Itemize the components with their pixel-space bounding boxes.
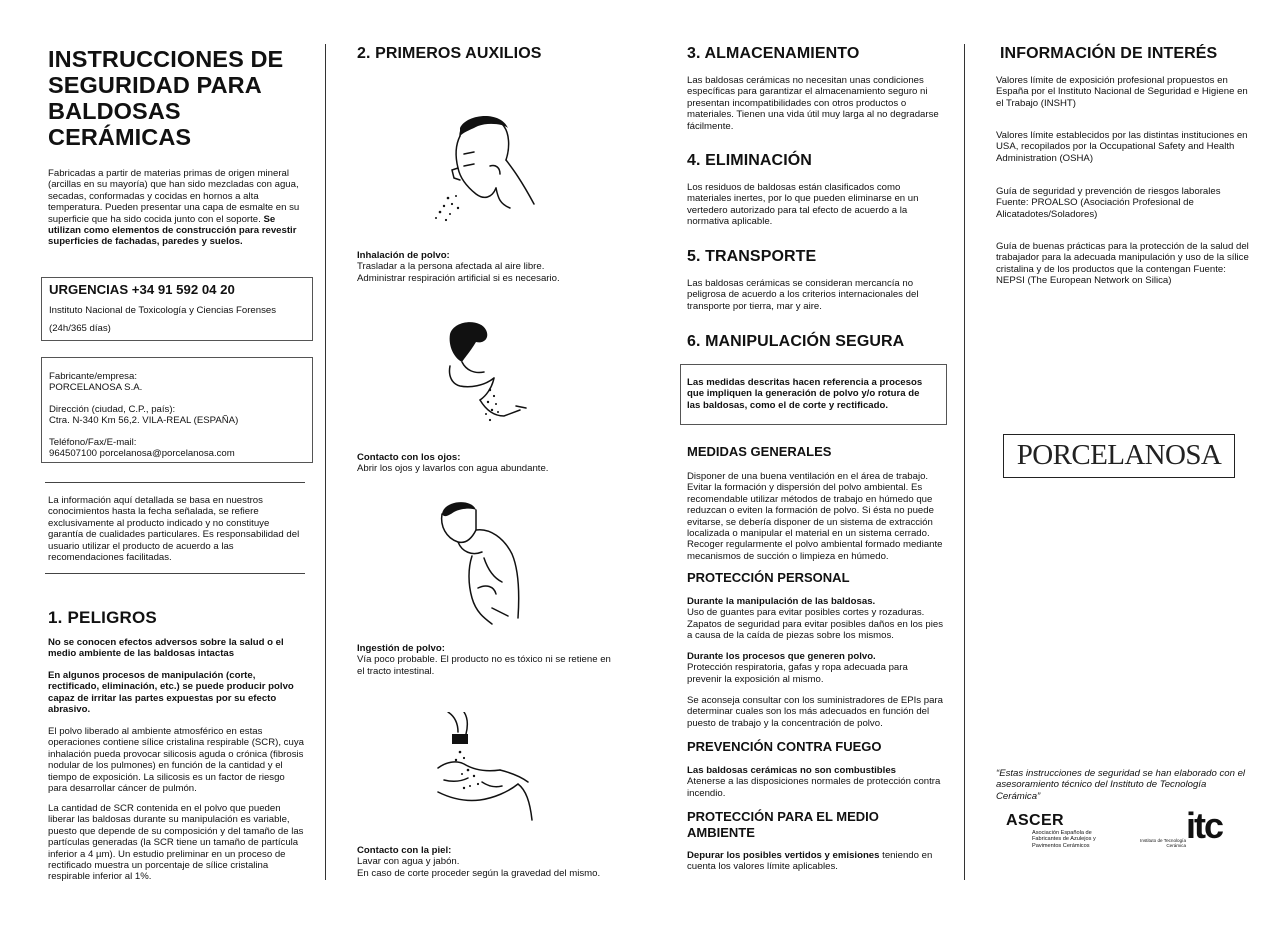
fabricante-label: Fabricante/empresa:: [49, 371, 137, 382]
medidas-title: MEDIDAS GENERALES: [687, 444, 832, 459]
telefono-label: Teléfono/Fax/E-mail:: [49, 436, 137, 448]
divider-bottom: [45, 573, 305, 574]
manipulacion-box-text: Las medidas descritas hacen referencia a procesos que impliquen la generación de polvo y/o rotura de las baldosas, como el de corte y rectificado.: [687, 377, 923, 411]
ascer-name: ASCER: [1006, 812, 1065, 829]
urgencias-hours: (24h/365 días): [49, 323, 111, 334]
medio-ambiente-text: Depurar los posibles vertidos y emisiones teniendo en cuenta los valores límite aplicables.: [687, 850, 933, 873]
primeros-auxilios-title: 2. PRIMEROS AUXILIOS: [357, 45, 542, 62]
eliminacion-title: 4. ELIMINACIÓN: [687, 152, 812, 169]
fuego-text: Las baldosas cerámicas no son combustibles Atenerse a las disposiciones normales de protección contra incendio.: [687, 765, 941, 799]
disclaimer: La información aquí detallada se basa en nuestros conocimientos hasta la fecha señalada, se refiere exclusivamente al producto indicado y no constituye garantía de cualidades particulares. Es responsabilidad del usuario utilizar el producto de acuerdo a las recomendaciones facilitadas.: [48, 495, 300, 564]
manipulacion-box: [680, 364, 947, 425]
urgencias-org: Instituto Nacional de Toxicología y Ciencias Forenses: [49, 305, 276, 316]
intro-paragraph: Fabricadas a partir de materias primas de origen mineral (arcillas en su mayoría) que han sido mezcladas con agua, secadas, conformadas y cocidas en hornos a alta temperatura. Pueden presentar una capa de esmalte en su superficie que ha sido cocida junto con el soporte. Se utilizan como elementos de construcción para revestir superficies de fachadas, paredes y suelos.: [48, 168, 300, 248]
document-title: INSTRUCCIONES DE SEGURIDAD PARA BALDOSAS CERÁMICAS: [48, 46, 284, 150]
ingestion-illustration: [432, 498, 532, 628]
peligros-title: 1. PELIGROS: [48, 608, 157, 627]
almacenamiento-text: Las baldosas cerámicas no necesitan unas condiciones específicas para garantizar el almacenamiento seguro ni presentan incompatibilidades con otros productos o materiales. Tienen una vida útil muy larga al no degradarse fácilmente.: [687, 75, 939, 132]
proteccion-p3: Se aconseja consultar con los suministradores de EPIs para determinar cuales son los más adecuados en función del puesto de trabajo y la concentración de polvo.: [687, 695, 943, 729]
fuego-title: PREVENCIÓN CONTRA FUEGO: [687, 739, 882, 754]
direccion-label: Dirección (ciudad, C.P., país):: [49, 403, 176, 415]
ascer-logo: [1006, 812, 1126, 849]
info-item-3: Guía de seguridad y prevención de riesgos laborales Fuente: PROALSO (Asociación Profesional de Alicatadotes/Soladores): [996, 186, 1221, 220]
peligros-p1: No se conocen efectos adversos sobre la salud o el medio ambiente de las baldosas intactas: [48, 637, 284, 660]
eliminacion-text: Los residuos de baldosas están clasificados como materiales inertes, por lo que pueden eliminarse en un vertedero autorizado para tal efecto de acuerdo a la normativa aplicable.: [687, 182, 919, 228]
manipulacion-title: 6. MANIPULACIÓN SEGURA: [687, 333, 905, 350]
fabricante-value: PORCELANOSA S.A.: [49, 382, 143, 394]
itc-name: itc: [1186, 805, 1223, 846]
urgencias-title: URGENCIAS +34 91 592 04 20: [49, 282, 235, 297]
itc-logo: [1134, 805, 1244, 852]
inhalation-illustration: [430, 108, 550, 228]
peligros-p4: La cantidad de SCR contenida en el polvo que pueden liberar las baldosas durante su manipulación es variable, puesto que depende de su composición y del tamaño de las partículas generadas (la SCR tiene un tamaño de partícula inferior a 4 µm). Un estudio preliminar en un proceso de rectificado muestra un porcentaje de sílice cristalina respirable inferior al 1%.: [48, 803, 304, 883]
hand-wash-illustration: [434, 712, 534, 827]
medio-ambiente-title: PROTECCIÓN PARA EL MEDIO AMBIENTE: [687, 809, 879, 840]
fabricante-box: [41, 357, 313, 463]
eye-wash-illustration: [440, 316, 530, 436]
almacenamiento-title: 3. ALMACENAMIENTO: [687, 45, 860, 62]
inhalacion-text: Inhalación de polvo: Trasladar a la persona afectada al aire libre. Administrar respiración artificial si es necesario.: [357, 250, 560, 284]
telefono-value: 964507100 porcelanosa@porcelanosa.com: [49, 448, 235, 460]
porcelanosa-logo: PORCELANOSA: [1003, 434, 1235, 478]
ascer-subtitle: Asociación Española de Fabricantes de Azulejos y Pavimentos Cerámicos: [1032, 830, 1096, 849]
itc-subtitle: Instituto de Tecnología Cerámica: [1140, 838, 1186, 849]
quote: “Estas instrucciones de seguridad se han elaborado con el asesoramiento técnico del Instituto de Tecnología Cerámica”: [996, 768, 1246, 802]
ojos-text: Contacto con los ojos: Abrir los ojos y lavarlos con agua abundante.: [357, 452, 549, 475]
proteccion-p2: Durante los procesos que generen polvo. Protección respiratoria, gafas y ropa adecuada para prevenir la exposición al mismo.: [687, 651, 908, 685]
transporte-title: 5. TRANSPORTE: [687, 248, 817, 265]
ingestion-text: Ingestión de polvo: Vía poco probable. El producto no es tóxico ni se retiene en el tracto intestinal.: [357, 643, 611, 677]
direccion-value: Ctra. N-340 Km 56,2. VILA-REAL (ESPAÑA): [49, 415, 239, 427]
column-divider-1: [325, 44, 326, 880]
peligros-p3: El polvo liberado al ambiente atmosférico en estas operaciones contiene sílice cristalina respirable (SCR), cuya inhalación pueda provocar silicosis aguda o crónica (fibrosis nodular de los pulmones) en función de la cantidad y el tiempo de exposición. La silicosis es un factor de riesgo para desarrollar cáncer de pulmón.: [48, 726, 304, 795]
divider-top: [45, 482, 305, 483]
urgencias-box: [41, 277, 313, 341]
piel-text: Contacto con la piel: Lavar con agua y jabón. En caso de corte proceder según la gravedad del mismo.: [357, 845, 601, 879]
proteccion-p1: Durante la manipulación de las baldosas. Uso de guantes para evitar posibles cortes y rozaduras. Zapatos de seguridad para evitar posibles daños en los pies a causa de la caída de piezas sobre los mismos.: [687, 596, 943, 642]
medidas-text: Disponer de una buena ventilación en el área de trabajo. Evitar la formación y dispersión del polvo ambiental. Es recomendable utilizar métodos de trabajo en húmedo que reduzcan o eviten la formación de polvo. Si ésta no puede evitarse, se debería disponer de un sistema de extracción localizada o manipular el material en un sistema cerrado. Recoger regularmente el polvo ambiental formado mediante mecanismos de succión o limpieza en húmedo.: [687, 471, 943, 562]
column-divider-2: [964, 44, 965, 880]
info-item-1: Valores límite de exposición profesional propuestos en España por el Instituto Nacional de Seguridad e Higiene en el Trabajo (INSHT): [996, 75, 1248, 109]
proteccion-title: PROTECCIÓN PERSONAL: [687, 570, 850, 585]
info-item-4: Guía de buenas prácticas para la protección de la salud del trabajador para la adecuada manipulación y uso de la sílice cristalina y de los productos que la contengan Fuente: NEPSI (The European Network on Silica): [996, 241, 1249, 287]
peligros-p2: En algunos procesos de manipulación (corte, rectificado, eliminación, etc.) se puede producir polvo capaz de irritar las partes expuestas por su efecto abrasivo.: [48, 670, 294, 716]
informacion-title: INFORMACIÓN DE INTERÉS: [1000, 45, 1218, 62]
transporte-text: Las baldosas cerámicas se consideran mercancía no peligrosa de acuerdo a los criterios internacionales del transporte por tierra, mar y aire.: [687, 278, 919, 312]
info-item-2: Valores límite establecidos por las distintas instituciones en USA, recopilados por la Occupational Safety and Health Administration (OSHA): [996, 130, 1248, 164]
